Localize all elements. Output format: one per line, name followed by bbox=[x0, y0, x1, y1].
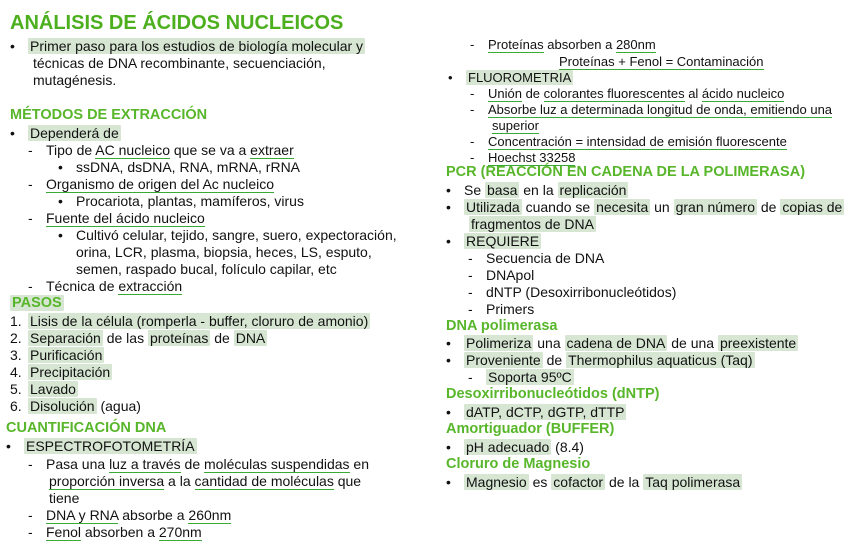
step-6: 6. Disolución (agua) bbox=[10, 398, 141, 414]
req-sequence: - Secuencia de DNA bbox=[468, 250, 605, 266]
magnesium-item: • Magnesio es cofactor de la Taq polimerasa bbox=[446, 474, 741, 490]
phenol-absorb-item: - Fenol absorben a 270nm bbox=[28, 524, 202, 540]
pass-light-line-3: tiene bbox=[49, 490, 80, 506]
depends-item: • Dependerá de bbox=[10, 125, 119, 141]
pcr-based-item: • Se basa en la replicación bbox=[446, 182, 627, 198]
type-list: • ssDNA, dsDNA, RNA, mRNA, rRNA bbox=[58, 159, 301, 175]
pass-light-line-2: proporción inversa a la cantidad de moléculas que bbox=[49, 473, 362, 489]
intro-line-2: técnicas de DNA recombinante, secuenciación, bbox=[33, 55, 326, 71]
source-list-line-3: semen, raspado bucal, folículo capilar, etc bbox=[76, 261, 337, 277]
steps-heading: PASOS bbox=[12, 295, 62, 311]
extraction-heading: MÉTODOS DE EXTRACCIÓN bbox=[10, 107, 208, 123]
step-5: 5. Lavado bbox=[10, 381, 76, 397]
dntp-heading: Desoxirribonucleótidos (dNTP) bbox=[446, 386, 660, 402]
req-dntp: - dNTP (Desoxirribonucleótidos) bbox=[468, 284, 677, 300]
intro-bullet: • Primer paso para los estudios de biología molecular y bbox=[10, 38, 364, 54]
dna-absorb-item: - DNA y RNA absorbe a 260nm bbox=[28, 507, 232, 523]
buffer-heading: Amortiguador (BUFFER) bbox=[446, 421, 615, 437]
source-list-line-2: orina, LCR, plasma, biopsia, heces, LS, esputo, bbox=[76, 244, 372, 260]
polymerase-heading: DNA polimerasa bbox=[446, 318, 558, 334]
page-title: ANÁLISIS DE ÁCIDOS NUCLEICOS bbox=[10, 12, 344, 34]
contamination-note: Proteínas + Fenol = Contaminación bbox=[559, 54, 764, 69]
concentration-item: - Concentración = intensidad de emisión fluorescente bbox=[470, 134, 787, 149]
absorb-light-line-2: superior bbox=[492, 118, 539, 133]
union-item: - Unión de colorantes fluorescentes al ácido nucleico bbox=[470, 86, 785, 101]
protein-absorb-item: - Proteínas absorben a 280nm bbox=[470, 37, 656, 52]
magnesium-heading: Cloruro de Magnesio bbox=[446, 456, 591, 472]
quant-heading: CUANTIFICACIÓN DNA bbox=[6, 420, 167, 436]
source-item: - Fuente del ácido nucleico bbox=[28, 210, 205, 226]
pcr-heading: PCR (REACCIÓN EN CADENA DE LA POLIMERASA) bbox=[446, 164, 806, 180]
req-dnapol: - DNApol bbox=[468, 267, 535, 283]
pass-light-item: - Pasa una luz a través de moléculas suspendidas en bbox=[28, 456, 370, 472]
requiere-item: • REQUIERE bbox=[446, 233, 540, 249]
intro-line-3: mutagénesis. bbox=[33, 72, 117, 88]
organism-list: • Procariota, plantas, mamíferos, virus bbox=[58, 193, 304, 209]
spectro-item: • ESPECTROFOTOMETRÍA bbox=[6, 438, 195, 454]
organism-item: - Organismo de origen del Ac nucleico bbox=[28, 176, 275, 192]
step-2: 2. Separación de las proteínas de DNA bbox=[10, 330, 266, 346]
pcr-used-item: • Utilizada cuando se necesita un gran número de copias de bbox=[446, 199, 843, 215]
source-list: • Cultivó celular, tejido, sangre, suero, expectoración, bbox=[58, 227, 397, 243]
step-3: 3. Purificación bbox=[10, 347, 103, 363]
step-1: 1. Lisis de la célula (romperla - buffer, cloruro de amonio) bbox=[10, 313, 369, 329]
hoechst-item: - Hoechst 33258 bbox=[470, 150, 576, 165]
supports-item: - Soporta 95ºC bbox=[468, 369, 572, 385]
absorb-light-item: - Absorbe luz a determinada longitud de onda, emitiendo una bbox=[470, 102, 833, 117]
req-primers: - Primers bbox=[468, 301, 535, 317]
fluoro-item: • FLUOROMETRIA bbox=[448, 70, 572, 85]
dntp-item: • dATP, dCTP, dGTP, dTTP bbox=[446, 404, 625, 420]
step-4: 4. Precipitación bbox=[10, 364, 111, 380]
pcr-used-line-2: fragmentos de DNA bbox=[471, 216, 594, 232]
origin-item: • Proveniente de Thermophilus aquaticus (Taq) bbox=[446, 352, 753, 368]
technique-item: - Técnica de extracción bbox=[28, 278, 183, 294]
type-item: - Tipo de AC nucleico que se va a extraer bbox=[28, 142, 294, 158]
polymerase-item: • Polimeriza una cadena de DNA de una preexistente bbox=[446, 335, 797, 351]
buffer-item: • pH adecuado (8.4) bbox=[446, 439, 584, 455]
